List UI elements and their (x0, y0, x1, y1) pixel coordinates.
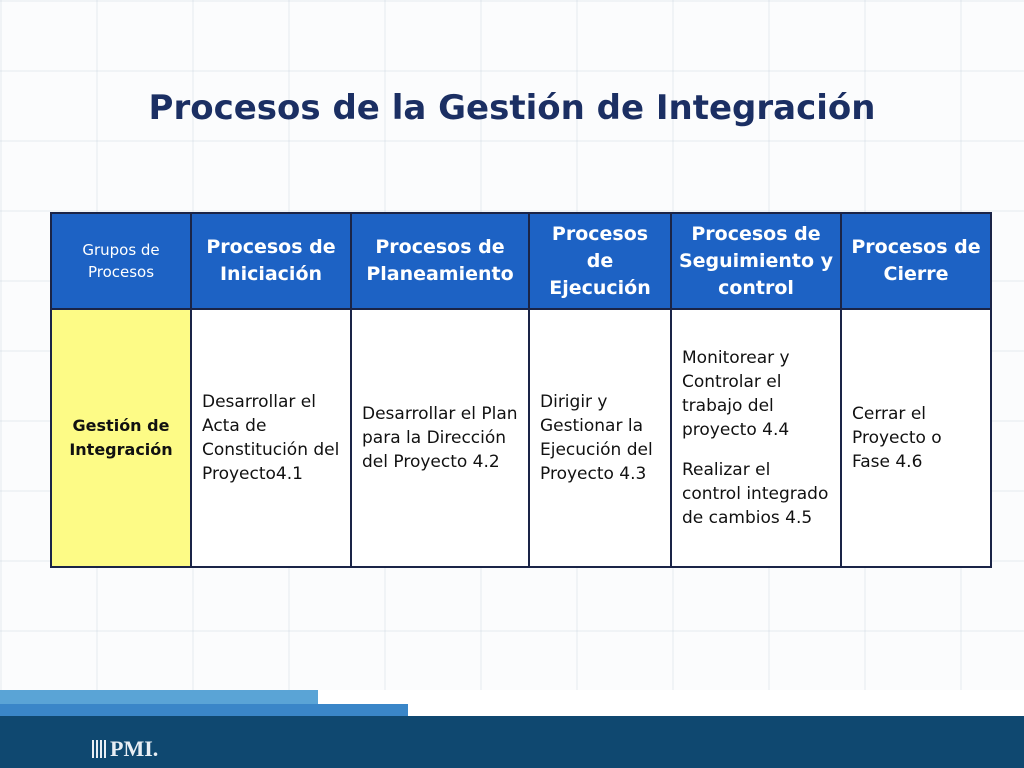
cell-iniciacion: Desarrollar el Acta de Constitución del Proyecto4.1 (191, 309, 351, 567)
pmi-logo-icon (92, 740, 108, 758)
footer-band-medium (0, 704, 408, 716)
header-cierre: Procesos de Cierre (841, 213, 991, 309)
header-planeamiento: Procesos de Planeamiento (351, 213, 529, 309)
header-ejecucion: Procesos de Ejecución (529, 213, 671, 309)
process-groups-table (50, 212, 992, 568)
pmi-logo (92, 736, 158, 762)
seguimiento-item-1: Monitorear y Controlar el trabajo del proyecto 4.4 (682, 348, 790, 440)
header-iniciacion: Procesos de Iniciación (191, 213, 351, 309)
cell-seguimiento (671, 309, 841, 567)
seguimiento-item-2: Realizar el control integrado de cambios 4.5 (682, 460, 829, 528)
row-label-gestion-integracion: Gestión de Integración (51, 309, 191, 567)
cell-cierre: Cerrar el Proyecto o Fase 4.6 (841, 309, 991, 567)
table-row (51, 309, 991, 567)
cell-ejecucion: Dirigir y Gestionar la Ejecución del Proyecto 4.3 (529, 309, 671, 567)
footer-band-light (0, 690, 318, 704)
pmi-logo-text: PMI. (110, 736, 159, 761)
header-grupos-de-procesos: Grupos de Procesos (51, 213, 191, 309)
cell-spacer (682, 442, 830, 458)
cell-planeamiento: Desarrollar el Plan para la Dirección del Proyecto 4.2 (351, 309, 529, 567)
table-header-row (51, 213, 991, 309)
header-seguimiento-control: Procesos de Seguimiento y control (671, 213, 841, 309)
footer-band-gap (408, 704, 1024, 716)
slide-title: Procesos de la Gestión de Integración (148, 88, 876, 128)
